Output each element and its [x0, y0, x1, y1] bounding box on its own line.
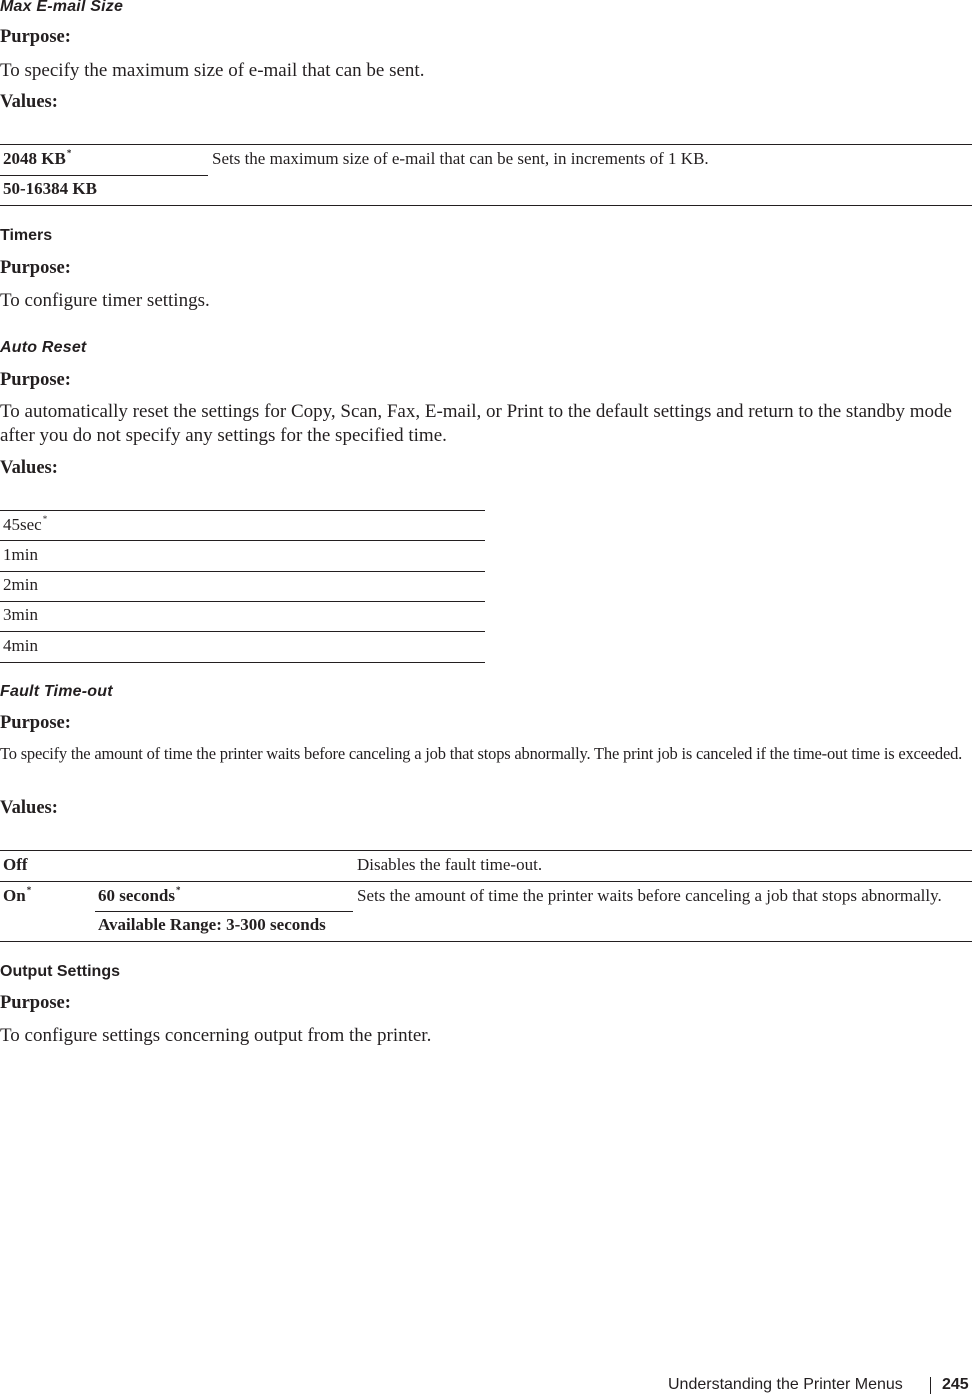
purpose-label: Purpose:: [0, 993, 71, 1013]
table-row-option: 2min: [3, 575, 38, 594]
table-rule: [0, 571, 485, 572]
table-cell-on: On*: [3, 885, 32, 905]
table-rule: [0, 175, 208, 176]
table-rule: [0, 850, 972, 851]
heading-output-settings: Output Settings: [0, 963, 120, 980]
purpose-text: To automatically reset the settings for Copy, Scan, Fax, E-mail, or Print to the default settings and return to the standby mode after you do not specify any settings for the specified time.: [0, 401, 952, 446]
table-rule: [0, 205, 972, 206]
purpose-label: Purpose:: [0, 27, 71, 47]
purpose-text: To specify the maximum size of e-mail that can be sent.: [0, 60, 425, 81]
values-label: Values:: [0, 92, 58, 112]
footer-title: Understanding the Printer Menus: [668, 1376, 903, 1393]
purpose-text: To configure settings concerning output from the printer.: [0, 1025, 432, 1046]
table-cell-description: Sets the maximum size of e-mail that can be sent, in increments of 1 KB.: [212, 149, 709, 168]
table-rule: [0, 941, 972, 942]
table-rule: [0, 631, 485, 632]
footer-divider: [930, 1377, 931, 1394]
purpose-text: To specify the amount of time the printer waits before canceling a job that stops abnormally. The print job is canceled if the time-out time is exceeded.: [0, 744, 963, 763]
table-rule: [0, 662, 485, 663]
table-cell-off-description: Disables the fault time-out.: [357, 855, 543, 874]
table-rule: [0, 540, 485, 541]
purpose-label: Purpose:: [0, 258, 71, 278]
purpose-label: Purpose:: [0, 713, 71, 733]
table-cell-default-seconds: 60 seconds*: [98, 885, 181, 905]
table-rule: [95, 911, 353, 912]
heading-max-email-size: Max E-mail Size: [0, 0, 124, 15]
table-row-option: 4min: [3, 636, 38, 655]
values-label: Values:: [0, 798, 58, 818]
table-cell-default-value: 2048 KB*: [3, 148, 72, 168]
table-rule: [0, 510, 485, 511]
table-row-option: 1min: [3, 545, 38, 564]
purpose-label: Purpose:: [0, 370, 71, 390]
page-number: 245: [942, 1376, 969, 1393]
table-row-option: 45sec*: [3, 514, 48, 534]
table-row-option: 3min: [3, 605, 38, 624]
table-cell-range: 50-16384 KB: [3, 179, 97, 198]
purpose-text: To configure timer settings.: [0, 290, 210, 311]
table-cell-available-range: Available Range: 3-300 seconds: [98, 915, 326, 934]
table-rule: [0, 601, 485, 602]
heading-timers: Timers: [0, 227, 53, 244]
heading-fault-timeout: Fault Time-out: [0, 683, 113, 700]
table-cell-on-description: Sets the amount of time the printer waits before canceling a job that stops abnormally.: [357, 886, 942, 905]
table-rule: [0, 881, 972, 882]
values-label: Values:: [0, 458, 58, 478]
table-cell-off: Off: [3, 855, 28, 874]
table-rule: [0, 144, 972, 145]
heading-auto-reset: Auto Reset: [0, 339, 87, 356]
